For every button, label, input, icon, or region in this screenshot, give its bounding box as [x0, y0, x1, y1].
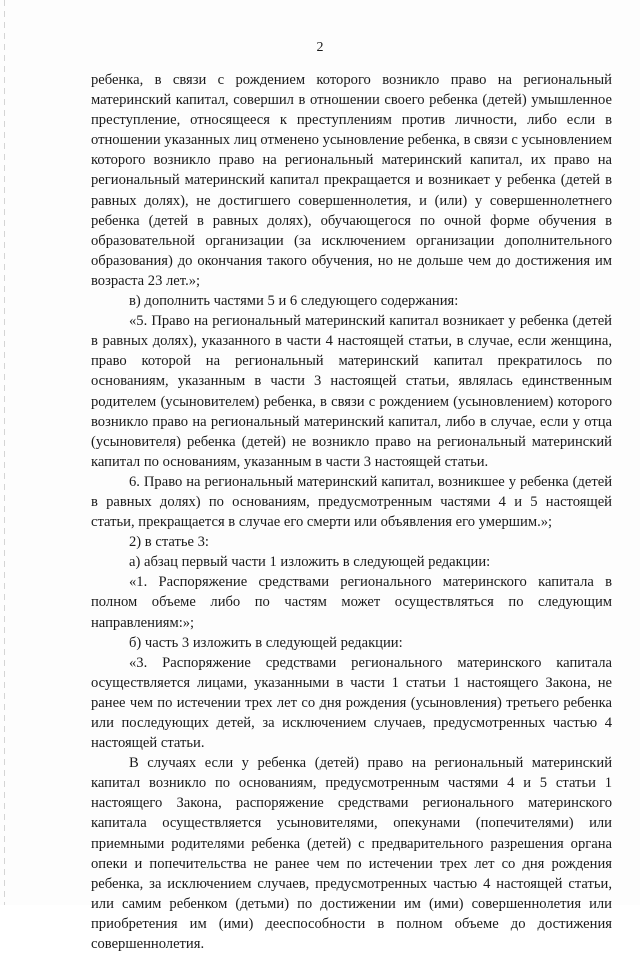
paragraph-amendment-v: в) дополнить частями 5 и 6 следующего содержания: — [129, 293, 459, 310]
paragraph-article-3: 2) в статье 3: — [129, 534, 209, 551]
paragraph-part-3: «3. Распоряжение средствами регионального материнского капитала осуществляется лицами, указанными в части 1 статьи 1 настоящего Закона, не ранее чем по истечении трех лет со дня рождения (усыновления) третьего ребенка или последующих детей, за исключением случаев, предусмотренных частью 4 настоящей статьи. — [91, 654, 612, 752]
paragraph-continuation: ребенка, в связи с рождением которого возникло право на региональный материнский капитал, совершил в отношении своего ребенка (детей) умышленное преступление, относящееся к преступлениям против личности, либо если в отношении указанных лиц отменено усыновление ребенка, в связи с усыновлением которого возникло право на региональный материнский капитал, их право на региональный материнский капитал прекращается и возникает у ребенка (детей в равных долях), не достигшего совершеннолетия, и (или) у совершеннолетнего ребенка (детей в равных долях), обучающегося по очной форме обучения в образовательной организации (за исключением организации дополнительного образования) до окончания такого обучения, но не дольше чем до достижения им возраста 23 лет.»; — [91, 72, 612, 289]
document-body — [91, 70, 612, 954]
paragraph-part-1: «1. Распоряжение средствами регионального материнского капитала в полном объеме либо по частям может осуществляться по следующим направлениям:»; — [91, 574, 612, 631]
paragraph-part-6: 6. Право на региональный материнский капитал, возникшее у ребенка (детей в равных долях) по основаниям, предусмотренным частями 4 и 5 настоящей статьи, прекращается в случае его смерти или объявления его умершим.»; — [91, 473, 612, 531]
page-number: 2 — [316, 40, 324, 55]
paragraph-amendment-a: а) абзац первый части 1 изложить в следующей редакции: — [129, 554, 491, 571]
paragraph-amendment-b: б) часть 3 изложить в следующей редакции: — [129, 634, 403, 651]
paragraph-cases: В случаях если у ребенка (детей) право на региональный материнский капитал возникло по основаниям, предусмотренным частями 4 и 5 статьи 1 настоящего Закона, распоряжение средствами регионального материнского капитала осуществляется усыновителями, опекунами (попечителями) или приемными родителями ребенка (детей) с предварительного разрешения органа опеки и попечительства не ранее чем по истечении трех лет со дня рождения ребенка, за исключением случаев, предусмотренных частью 4 настоящей статьи, или самим ребенком (детьми) по достижении им (ими) совершеннолетия или приобретения им (ими) дееспособности в полном объеме до достижения совершеннолетия. — [91, 755, 612, 953]
scan-edge — [4, 0, 5, 905]
paragraph-part-5: «5. Право на региональный материнский капитал возникает у ребенка (детей в равных долях), указанного в части 4 настоящей статьи, в случае, если женщина, право которой на региональный материнский капитал прекратилось по основаниям, указанным в части 3 настоящей статьи, являлась единственным родителем (усыновителем) ребенка, в связи с рождением (усыновлением) которого возникло право на региональный материнский капитал, либо в случае, если у отца (усыновителя) ребенка (детей) не возникло право на региональный материнский капитал по основаниям, указанным в части 3 настоящей статьи. — [91, 313, 612, 470]
